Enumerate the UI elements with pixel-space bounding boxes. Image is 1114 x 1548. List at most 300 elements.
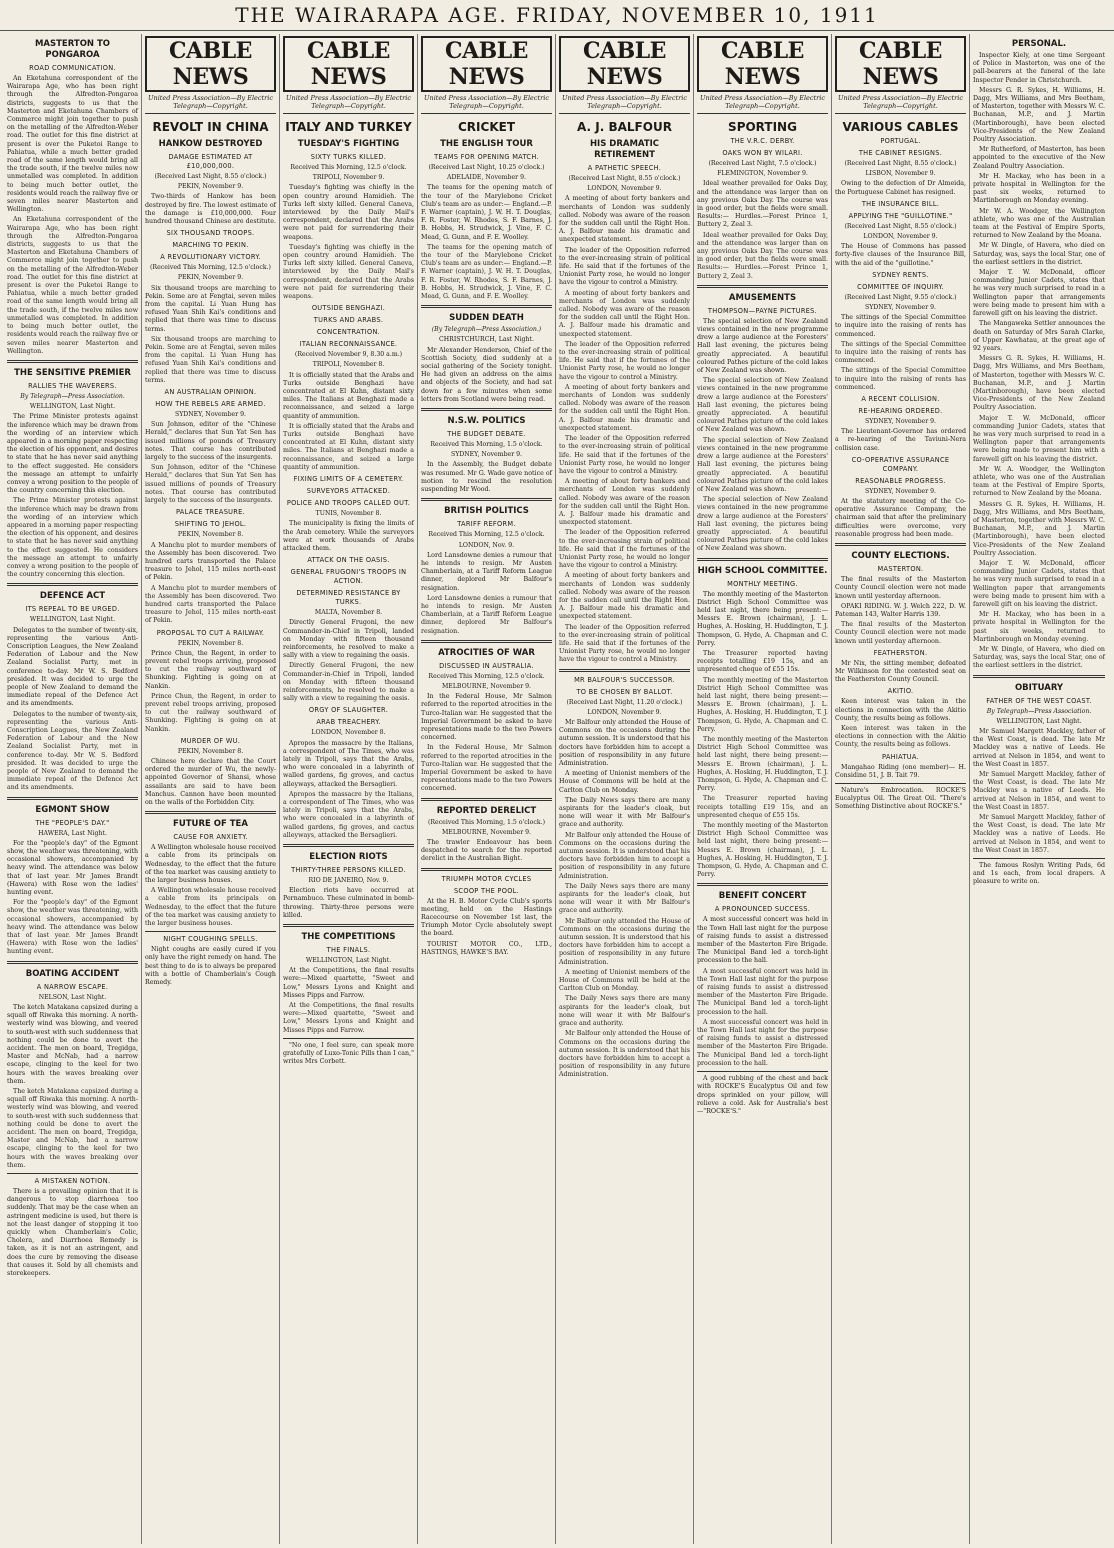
- paragraph: The Daily News says there are many aspirants for the leader's cloak, but none will wear it with Mr Balfour's grace and authority.: [559, 882, 690, 915]
- received-line: Received This Morning, 12.5 o'clock.: [290, 164, 407, 171]
- paragraph: A meeting of about forty bankers and merchants of London was suddenly called. Nobody was aware of the reason for the sudden call until the Right Hon. A. J. Balfour made his dramatic and unexpected statement.: [559, 383, 690, 432]
- headline: N.S.W. POLITICS: [447, 416, 526, 427]
- received-line: (Received Last Night, 11.20 o'clock.): [566, 698, 683, 706]
- received-line: (Received Last Night, 8.55 o'clock.): [844, 222, 957, 230]
- divider: [697, 113, 828, 114]
- subheadline: A NARROW ESCAPE.: [36, 982, 109, 991]
- divider: [7, 961, 138, 964]
- paragraph: Inspector Kiely, at one time Sergeant of Police in Masterton, was one of the pall-bearers at the funeral of the late Inspector Pender in Christchurch.: [973, 52, 1105, 84]
- paragraph: Directly General Frugoni, the new Commander-in-Chief in Tripoli, landed on Monday with fifteen thousand reinforcements, he resolved to make a sally with a view to regaining the oasis.: [283, 619, 414, 660]
- paragraph: A good rubbing of the chest and back with ROCKE'S Eucalyptus Oil and few drops sprinkled on your pillow, will relieve a cold. Ask for Australia's best—"ROCKE'S.": [697, 1075, 828, 1115]
- paragraph: Mr Nix, the sitting member, defeated Mr Wilkinson for the contested seat on the Featherston County Council.: [835, 659, 966, 684]
- dateline: MELBOURNE, November 9.: [441, 828, 532, 836]
- subheadline: HOW THE REBELS ARE ARMED.: [155, 400, 266, 409]
- paragraph: The leader of the Opposition referred to the ever-increasing strain of political life. He said that if the fortunes of the Unionist Party rose, he would no longer have the vigour to control a Ministry.: [559, 246, 690, 287]
- paragraph: A most successful concert was held in the Town Hall last night for the purpose of raising funds to assist a distressed member of the Masterton Fire Brigade. The Municipal Band led a torch-light procession to the hall.: [697, 916, 828, 965]
- subheadline: A REVOLUTIONARY VICTORY.: [160, 253, 261, 262]
- paragraph: A most successful concert was held in the Town Hall last night for the purpose of raising funds to assist a distressed member of the Masterton Fire Brigade. The Municipal Band led a torch-light procession to the hall.: [697, 967, 828, 1016]
- headline: SPORTING: [728, 120, 797, 134]
- byline: By Telegraph—Press Association.: [20, 392, 125, 400]
- subheadline: MURDER OF WU.: [180, 736, 241, 745]
- paragraph: Owing to the defection of Dr Almeida, the Portuguese Cabinet has resigned.: [835, 180, 966, 196]
- headline: REVOLT IN CHINA: [152, 120, 269, 134]
- dateline: SYDNEY, November 9.: [864, 487, 937, 495]
- received-line: Received This Morning, 1.5 o'clock.: [430, 441, 543, 449]
- paragraph: The Daily News says there are many aspirants for the leader's cloak, but none will wear it with Mr Balfour's grace and authority.: [559, 995, 690, 1028]
- paragraph: The monthly meeting of the Masterton District High School Committee was held last night, there being present:—Messrs E. Brown (chairman), J. L. Hughes, A. Hosking, H. Huddington, T. J. Thompson, G. Hyde, A. Chapman and C. Perry.: [697, 735, 828, 793]
- paragraph: A Wellington wholesale house received a cable from its principals on Wednesday, to the effect that the future of the tea market was causing anxiety to the larger business houses.: [145, 887, 276, 928]
- paragraph: Election riots have occurred at Pernambuco. These culminated in bomb-throwing. Thirty-three persons were killed.: [283, 887, 414, 919]
- paragraph: Messrs G. R. Sykes, H. Williams, H. Dagg, Mrs Williams, and Mrs Beetham, of Masterton, together with Messrs W. C. Buchanan, M.P., and J. Martin (Martinborough), have been elected Vice-Presidents of the New Zealand Poultry Association.: [973, 355, 1105, 412]
- cable-news-banner: CABLE NEWS: [697, 36, 828, 92]
- dateline: MALTA, November 8.: [314, 609, 383, 617]
- received-line: (Received Last Night, 9.55 o'clock.): [844, 293, 957, 301]
- subheadline: ITALIAN RECONNAISSANCE.: [299, 340, 398, 349]
- credit-line: United Press Association—By Electric Telegraph—Copyright.: [424, 94, 549, 110]
- subheadline: DAMAGE ESTIMATED AT £10,000,000.: [168, 153, 253, 170]
- paragraph: There is a prevailing opinion that it is dangerous to stop diarrhoea too suddenly. That may be the case when an astringent medicine is used, but there is not the least danger of stopping it too quickly when Chamberlain's Colic, Cholera, and Diarrhoea Remedy is taken, as it is not an astringent, and does the cure by removing the disease that causes it. Sold by all chemists and storekeepers.: [7, 1187, 138, 1277]
- paragraph: Mr Samuel Margett Mackley, father of the West Coast, is dead. The late Mr Mackley was a native of Leeds. He arrived at Nelson in 1854, and went to the West Coast in 1857.: [973, 728, 1105, 768]
- subheadline: COMMITTEE OF INQUIRY.: [857, 282, 944, 291]
- paragraph: The teams for the opening match of the tour of the Marylebone Cricket Club's team are as under:— England.—P. F. Warner (captain), J. W. H. T. Douglas, F. R. Foster, W. Rhodes, S. F. Barnes, J. B. Hobbs, H. Strudwick, J. Vine, F. C. Mead, G. Gunn, and F. E. Woolley.: [421, 184, 552, 241]
- subheadline: SYDNEY RENTS.: [872, 270, 929, 279]
- headline: DEFENCE ACT: [39, 591, 106, 602]
- column-1: [4, 34, 142, 1544]
- divider: [7, 583, 138, 586]
- paragraph: A meeting of Unionist members of the House of Commons will be held at the Carlton Club on Monday.: [559, 770, 690, 794]
- paragraph: For the "people's day" of the Egmont show, the weather was threatening, with occasional showers, accompanied by heavy wind. The attendance was below that of last year. Mr James Brandt (Hawera) with Rose won the ladies' hunting event.: [7, 899, 138, 956]
- dateline: NELSON, Last Night.: [38, 993, 107, 1001]
- subheadline: A PATHETIC SPEECH.: [587, 164, 662, 172]
- subheadline: PORTUGAL.: [880, 137, 921, 145]
- headline: THE SENSITIVE PREMIER: [14, 367, 131, 378]
- paragraph: "No one, I feel sure, can speak more gratefully of Luxo-Tonic Pills than I can," writes Mrs Corbett.: [283, 1041, 414, 1066]
- received-line: Received This Morning, 12.5 o'clock.: [428, 531, 545, 539]
- divider: [421, 305, 552, 308]
- subheadline: THE ENGLISH TOUR: [440, 139, 533, 149]
- paragraph: Lord Lansdowne denies a rumour that he intends to resign. Mr Austen Chamberlain, at a Tariff Reform League dinner, deplored Mr Balfour's resignation.: [421, 594, 552, 635]
- paragraph: OPAKI RIDING. W. J. Welch 222, D. W. Pateman 143, Walter Harris 139.: [835, 602, 966, 618]
- paragraph: The famous Roslyn Writing Pads, 6d and 1s each, from local drapers. A pleasure to write on.: [973, 862, 1105, 886]
- paragraph: The special selection of New Zealand views contained in the new programme drew a large audience at the Foresters' Hall last evening, the pictures being greatly appreciated. A beautiful coloured Pathes picture of the cold lakes of New Zealand was shown.: [697, 317, 828, 375]
- subheadline: A MISTAKEN NOTION.: [34, 1176, 111, 1185]
- subheadline: MR BALFOUR'S SUCCESSOR.: [574, 675, 675, 684]
- headline: HIGH SCHOOL COMMITTEE.: [697, 565, 828, 576]
- received-line: (Received Last Night, 8.55 o'clock.): [844, 160, 957, 167]
- paragraph: The special selection of New Zealand views contained in the new programme drew a large audience at the Foresters' Hall last evening, the pictures being greatly appreciated. A beautiful coloured Pathes picture of the cold lakes of New Zealand was shown.: [697, 436, 828, 493]
- divider: [421, 113, 552, 114]
- headline: PERSONAL.: [1011, 39, 1067, 49]
- credit-line: United Press Association—By Electric Telegraph—Copyright.: [838, 94, 963, 110]
- paragraph: An Eketahuna correspondent of the Wairarapa Age, who has been right through the Alfredton-Pongaroa districts, suggests to us that the Masterton and Eketahuna Chambers of Commerce might join together to push on the metalling of the Alfredton-Weber road. The outlet for this fine district at present is over the Puketoi Range to Pahiatua, while a much better graded road of the same length would bring all the trade south, if the twelve miles now unmetalled was completed. In addition to being much better outlet, the residents would reach the railway five or seven miles nearer Masterton and Wellington.: [7, 75, 139, 214]
- paragraph: Ideal weather prevailed for Oaks Day, and the attendance was larger than on any previous Oaks Day. The course was in good order, but the fields were small. Results:— Hurdles.—Forest Prince 1, Buttery 2, Zeal 3.: [697, 180, 828, 229]
- subheadline: THE FINALS.: [326, 946, 371, 954]
- paragraph: The monthly meeting of the Masterton District High School Committee was held last night, there being present:—Messrs E. Brown (chairman), J. L. Hughes, A. Hosking, H. Huddington, T. J. Thompson, G. Hyde, A. Chapman and C. Perry.: [697, 822, 828, 879]
- headline: THE COMPETITIONS: [301, 932, 396, 942]
- subheadline: ATTACK ON THE OASIS.: [307, 556, 390, 565]
- dateline: LISBON, November 9.: [865, 170, 936, 178]
- paragraph: In the Federal House, Mr Salmon referred to the reported atrocities in the Turco-Italian war. He suggested that the Imperial Government be asked to have representations made to the two Powers concerned.: [421, 744, 552, 793]
- paragraph: Mr W. A. Woodger, the Wellington athlete, who was one of the Australian team at the Festival of Empire Sports, returned to New Zealand by the Moana.: [973, 207, 1105, 240]
- headline: BOATING ACCIDENT: [25, 968, 120, 979]
- divider: [283, 113, 414, 114]
- paragraph: Mr H. Mackay, who has been in a private hospital in Wellington for the past six weeks, returned to Martinborough on Monday evening.: [973, 172, 1105, 205]
- paragraph: The Treasurer reported having receipts totalling £19 15s, and an unpresented cheque of £55 15s.: [697, 795, 828, 819]
- paragraph: Mr W. A. Woodger, the Wellington athlete, who was one of the Australian team at the Festival of Empire Sports, returned to New Zealand by the Moana.: [973, 465, 1105, 498]
- divider: [421, 408, 552, 411]
- paragraph: The Prime Minister protests against the inference which may be drawn from the wording of an interview which appeared in a morning paper respecting the election of his opponent, and desires to state that he has never said anything to the effect suggested. He considers the message an attempt to unfairly convey a wrong position to the people of the country concerning this election.: [7, 413, 138, 495]
- subheadline: ORGY OF SLAUGHTER.: [308, 706, 389, 715]
- divider: [145, 931, 276, 932]
- headline: VARIOUS CABLES: [842, 120, 959, 134]
- divider: [421, 498, 552, 501]
- subheadline: SHIFTING TO JEHOL.: [174, 520, 247, 529]
- received-line: (Received This Morning, 1.5 o'clock.): [427, 818, 546, 826]
- paragraph: The monthly meeting of the Masterton District High School Committee was held last night, there being present:—Messrs E. Brown (chairman), J. L. Hughes, A. Hosking, H. Huddington, T. J. Thompson, G. Hyde, A. Chapman and C. Perry.: [697, 590, 828, 647]
- received-line: (Received Last Night, 10.25 o'clock.): [428, 164, 545, 171]
- dateline: WELLINGTON, Last Night.: [29, 616, 116, 624]
- headline: ITALY AND TURKEY: [285, 120, 412, 134]
- subheadline: TRIUMPH MOTOR CYCLES: [441, 874, 532, 883]
- headline: BENEFIT CONCERT: [718, 891, 807, 902]
- subheadline: MONTHLY MEETING.: [727, 579, 798, 588]
- dateline: TRIPOLI, November 8.: [312, 361, 385, 369]
- received-line: (Received This Morning, 12.5 o'clock.): [150, 264, 271, 272]
- subheadline: MARCHING TO PEKIN.: [172, 241, 249, 250]
- subheadline: MASTERTON.: [877, 565, 924, 574]
- paragraph: TOURIST MOTOR CO., LTD., HASTINGS, HAWKE'S BAY.: [421, 940, 552, 956]
- subheadline: PROPOSAL TO CUT A RAILWAY.: [156, 628, 265, 637]
- divider: [145, 811, 276, 814]
- paragraph: Mr Rutherford, of Masterton, has been appointed to the executive of the New Zealand Poultry Association.: [973, 146, 1105, 170]
- column-3: [280, 34, 418, 1544]
- column-2: [142, 34, 280, 1544]
- subheadline: POLICE AND TROOPS CALLED OUT.: [286, 499, 411, 508]
- credit-line: United Press Association—By Electric Telegraph—Copyright.: [562, 94, 687, 110]
- dateline: PEKIN, November 9.: [177, 183, 244, 191]
- paragraph: The ketch Matakana capsized during a squall off Riwaka this morning. A north-westerly wind was blowing, and veered to south-west with such suddenness that nothing could be done to avert the accident. The men on board, Tregidga, Master and McNab, had a narrow escape, clinging to the keel for two hours with the waves breaking over them.: [7, 1003, 138, 1085]
- paragraph: The Lieutenant-Governor has ordered a re-hearing of the Taviuni-Nera collision case.: [835, 428, 966, 452]
- dateline: PEKIN, November 9.: [177, 274, 244, 282]
- dateline: HAWERA, Last Night.: [38, 829, 107, 837]
- headline: MASTERTON TO PONGAROA: [34, 39, 111, 60]
- divider: [7, 360, 138, 363]
- paragraph: The leader of the Opposition referred to the ever-increasing strain of political life. He said that if the fortunes of the Unionist Party rose, he would no longer have the vigour to control a Ministry.: [559, 529, 690, 570]
- subheadline: AN AUSTRALIAN OPINION.: [164, 388, 257, 397]
- byline: (By Telegraph—Press Association.): [431, 326, 542, 334]
- paragraph: Tuesday's fighting was chiefly in the open country around Hamidieh. The Turks left sixty killed. General Caneva, interviewed by the Daily Mail's correspondent, declared that the Arabs were not paid for surrendering their weapons.: [283, 243, 414, 301]
- subheadline: DISCUSSED IN AUSTRALIA.: [439, 661, 534, 670]
- paragraph: Nature's Embrocation. ROCKE'S Eucalyptus Oil. The Great Oil. "There's Something Distinctive about ROCKE'S.": [835, 786, 966, 811]
- subheadline: SURVEYORS ATTACKED.: [306, 487, 391, 496]
- divider: [421, 868, 552, 871]
- subheadline: DETERMINED RESISTANCE BY TURKS.: [296, 589, 401, 607]
- subheadline: FATHER OF THE WEST COAST.: [986, 696, 1092, 705]
- paragraph: A meeting of about forty bankers and merchants of London was suddenly called. Nobody was aware of the reason for the sudden call until the Right Hon. A. J. Balfour made his dramatic and unexpected statement.: [559, 289, 690, 338]
- byline: By Telegraph—Press Association.: [986, 707, 1092, 715]
- subheadline: CO-OPERATIVE ASSURANCE COMPANY.: [851, 455, 950, 473]
- credit-line: United Press Association—By Electric Telegraph—Copyright.: [286, 94, 411, 110]
- dateline: ADELAIDE, November 9.: [447, 174, 526, 182]
- paragraph: The trawler Endeavour has been despatched to search for the reported derelict in the Australian Bight.: [421, 838, 552, 863]
- paragraph: Prince Chun, the Regent, in order to prevent rebel troops arriving, proposed to cut the railway southward of Shunking. Fighting is going on at Nankin.: [145, 692, 276, 733]
- paragraph: The teams for the opening match of the tour of the Marylebone Cricket Club's team are as under:— England.—P. F. Warner (captain), J. W. H. T. Douglas, F. R. Foster, W. Rhodes, S. F. Barnes, J. B. Hobbs, H. Strudwick, J. Vine, F. C. Mead, G. Gunn, and F. E. Woolley.: [421, 243, 552, 301]
- subheadline: TURKS AND ARABS.: [313, 316, 384, 325]
- paragraph: The sittings of the Special Committee to inquire into the raising of rents has commenced.: [835, 340, 966, 365]
- subheadline: SCOOP THE POOL.: [453, 886, 520, 895]
- divider: [559, 669, 690, 672]
- headline: A. J. BALFOUR: [577, 120, 672, 134]
- paragraph: Two-thirds of Hankow has been destroyed by fire. The lowest estimate of the damage is £10,000,000. Four hundred thousand Chinese are destitute.: [145, 193, 276, 226]
- paragraph: At the statutory meeting of the Co-operative Assurance Company, the chairman said that after the preliminary difficulties were overcome, very reasonable progress had been made.: [835, 498, 966, 538]
- paragraph: The sittings of the Special Committee to inquire into the raising of rents has commenced.: [835, 367, 966, 391]
- paragraph: The Prime Minister protests against the inference which may be drawn from the wording of an interview which appeared in a morning paper respecting the election of his opponent, and desires to state that he has never said anything to the effect suggested. He considers the message an attempt to unfairly convey a wrong position to the people of the country concerning this election.: [7, 497, 138, 579]
- dateline: LONDON, November 9.: [587, 185, 662, 193]
- received-line: Received This Morning, 12.5 o'clock.: [428, 672, 545, 680]
- received-line: (Received Last Night, 8.55 o'clock.): [568, 175, 681, 182]
- dateline: LONDON, November 8.: [311, 729, 386, 737]
- subheadline: TEAMS FOR OPENING MATCH.: [434, 153, 539, 161]
- headline: CRICKET: [458, 120, 515, 134]
- dateline: FLEMINGTON, November 9.: [717, 170, 808, 178]
- divider: [421, 640, 552, 643]
- paragraph: The final results of the Masterton County Council election were not made known until yesterday afternoon.: [835, 576, 966, 600]
- paragraph: The leader of the Opposition referred to the ever-increasing strain of political life. He said that if the fortunes of the Unionist Party rose, he would no longer have the vigour to control a Ministry.: [559, 435, 690, 475]
- paragraph: Delegates to the number of twenty-six, representing the various Anti-Conscription Leagues, the New Zealand Federation of Labour and the New Zealand Socialist Party, met in conference to-day. Mr W. S. Bedford presided. It was decided to urge the people of New Zealand to demand the immediate repeal of the Defence Act and its amendments.: [7, 626, 138, 708]
- dateline: WELLINGTON, Last Night.: [996, 717, 1082, 725]
- subheadline: THE "PEOPLE'S DAY.": [35, 818, 110, 827]
- subheadline: APPLYING THE "GUILLOTINE.": [848, 211, 953, 220]
- paragraph: Directly General Frugoni, the new Commander-in-Chief in Tripoli, landed on Monday with fifteen thousand reinforcements, he resolved to make a sally with a view to regaining the oasis.: [283, 662, 414, 703]
- divider: [835, 113, 966, 114]
- dateline: MELBOURNE, November 9.: [441, 682, 532, 690]
- paragraph: The municipality is fixing the limits of the Arab cemetery. While the surveyors were at work thousands of Arabs attacked them.: [283, 520, 414, 552]
- subheadline: FIXING LIMITS OF A CEMETERY.: [293, 475, 404, 484]
- paragraph: A meeting of Unionist members of the House of Commons will be held at the Carlton Club on Monday.: [559, 968, 690, 993]
- paragraph: A Manchu plot to murder members of the Assembly has been discovered. Two hundred carts transported the Palace treasure to Jehol, 115 miles north-east of Pekin.: [145, 584, 276, 625]
- subheadline: CAUSE FOR ANXIETY.: [173, 833, 248, 842]
- subheadline: NIGHT COUGHING SPELLS.: [163, 935, 258, 944]
- subheadline: ARAB TREACHERY.: [316, 718, 381, 727]
- subheadline: THOMPSON—PAYNE PICTURES.: [707, 306, 818, 315]
- subheadline: SIX THOUSAND TROOPS.: [166, 229, 255, 238]
- paragraph: The Treasurer reported having receipts totalling £19 15s, and an unpresented cheque of £55 15s.: [697, 649, 828, 674]
- divider: [283, 844, 414, 847]
- paragraph: Tuesday's fighting was chiefly in the open country around Hamidieh. The Turks left sixty killed. General Caneva, interviewed by the Daily Mail's correspondent, declared that the Arabs were not paid for surrendering their weapons.: [283, 184, 414, 241]
- paragraph: Chinese here declare that the Court ordered the murder of Wu, the newly-appointed Governor of Shansi, whose assailants are said to have been Manchus. Cannon have been mounted on the walls of the Forbidden City.: [145, 757, 276, 806]
- headline: REPORTED DERELICT: [436, 805, 537, 816]
- divider: [973, 675, 1105, 678]
- paragraph: At the H. B. Motor Cycle Club's sports meeting, held on the Hastings Racecourse on November 1st last, the Triumph Motor Cycle absolutely swept the board.: [421, 897, 552, 938]
- dateline: PEKIN, November 8.: [177, 747, 244, 755]
- dateline: SYDNEY, November 9.: [174, 411, 247, 419]
- dateline: SYDNEY, November 9.: [450, 451, 523, 459]
- masthead: THE WAIRARAPA AGE. FRIDAY, NOVEMBER 10, 1911: [0, 0, 1114, 31]
- dateline: TRIPOLI, November 9.: [312, 174, 385, 182]
- paragraph: The final results of the Masterton County Council election were not made known until yesterday afternoon.: [835, 621, 966, 645]
- dateline: PEKIN, November 8.: [177, 639, 244, 647]
- paragraph: In the Assembly, the Budget debate was resumed. Mr G. Wade gave notice of motion to rescind the resolution suspending Mr Wood.: [421, 461, 552, 494]
- paragraph: At the Competitions, the final results were:—Mixed quartette, "Sweet and Low," Messrs Lyons and Knight and Misses Pipps and Farrow.: [283, 1002, 414, 1034]
- dateline: PEKIN, November 8.: [177, 531, 244, 539]
- paragraph: Mr Balfour only attended the House of Commons on the occasions during the autumn session. It is understood that his doctors have forbidden him to accept a position of responsibility in any future Administration.: [559, 831, 690, 880]
- paragraph: The ketch Matakana capsized during a squall off Riwaka this morning. A north-westerly wind was blowing, and veered to south-west with such suddenness that nothing could be done to avert the accident. The men on board, Tregidga, Master and McNab, had a narrow escape, clinging to the keel for two hours with the waves breaking over them.: [7, 1087, 138, 1169]
- headline: BRITISH POLITICS: [444, 506, 529, 517]
- dateline: RIO DE JANEIRO, Nov. 9.: [308, 876, 389, 884]
- dateline: CHRISTCHURCH, Last Night.: [439, 336, 534, 344]
- divider: [7, 797, 138, 800]
- paragraph: Lord Lansdowne denies a rumour that he intends to resign. Mr Austen Chamberlain, at a Tariff Reform League dinner, deplored Mr Balfour's resignation.: [421, 551, 552, 592]
- paragraph: Mr Balfour only attended the House of Commons on the occasions during the autumn session. It is understood that his doctors have forbidden him to accept a position of responsibility in any future Administration.: [559, 917, 690, 966]
- subheadline: THE CABINET RESIGNS.: [858, 149, 943, 157]
- headline: FUTURE OF TEA: [173, 819, 248, 830]
- divider: [559, 113, 690, 114]
- paragraph: The monthly meeting of the Masterton District High School Committee was held last night, there being present:—Messrs E. Brown (chairman), J. L. Hughes, A. Hosking, H. Huddington, T. J. Thompson, G. Hyde, A. Chapman and C. Perry.: [697, 676, 828, 733]
- divider: [697, 883, 828, 886]
- paragraph: Major T. W. McDonald, officer commanding Junior Cadets, states that he was very much surprised to read in a Wellington paper that arrangements were being made to present him with a farewell gift on his leaving the district.: [973, 269, 1105, 318]
- paragraph: An Eketahuna correspondent of the Wairarapa Age, who has been right through the Alfredton-Pongaroa districts, suggests to us that the Masterton and Eketahuna Chambers of Commerce might join together to push on the metalling of the Alfredton-Weber road. The outlet for this fine district at present is over the Puketoi Range to Pahiatua, while a much better graded road of the same length would bring all the trade south, if the twelve miles now unmetalled was completed. In addition to being much better outlet, the residents would reach the railway five or seven miles nearer Masterton and Wellington.: [7, 216, 139, 355]
- paragraph: A meeting of about forty bankers and merchants of London was suddenly called. Nobody was aware of the reason for the sudden call until the Right Hon. A. J. Balfour made his dramatic and unexpected statement.: [559, 478, 690, 527]
- paragraph: A meeting of about forty bankers and merchants of London was suddenly called. Nobody was aware of the reason for the sudden call until the Right Hon. A. J. Balfour made his dramatic and unexpected statement.: [559, 572, 690, 621]
- paragraph: A most successful concert was held in the Town Hall last night for the purpose of raising funds to assist a distressed member of the Masterton Fire Brigade. The Municipal Band led a torch-light procession to the hall.: [697, 1018, 828, 1067]
- subheadline: TARIFF REFORM.: [457, 520, 516, 529]
- paragraph: Sun Johnson, editor of the "Chinese Herald," declares that Sun Yat Sen has issued millions of pounds of Treasury notes. That course has contributed largely to the success of the insurgents.: [145, 464, 276, 505]
- columns: [4, 34, 1110, 1544]
- subheadline: A PRONOUNCED SUCCESS.: [714, 905, 811, 914]
- paragraph: In the Federal House, Mr Salmon referred to the reported atrocities in the Turco-Italian war. He suggested that the Imperial Government be asked to have representations made to the two Powers concerned.: [421, 693, 552, 742]
- paragraph: The sittings of the Special Committee to inquire into the raising of rents has commenced.: [835, 314, 966, 338]
- paragraph: Prince Chun, the Regent, in order to prevent rebel troops arriving, proposed to cut the railway southward of Shunking. Fighting is going on at Nankin.: [145, 649, 276, 690]
- subheadline: AKITIO.: [887, 687, 914, 696]
- paragraph: A Wellington wholesale house received a cable from its principals on Wednesday, to the effect that the future of the tea market was causing anxiety to the larger business houses.: [145, 844, 276, 884]
- divider: [283, 924, 414, 927]
- paragraph: Mr Alexander Henderson, Chief of the Scottish Society, died suddenly at a social gathering of the Society tonight. He had given an address on the aims and objects of the Society, and had sat down for a few minutes when some letters from Scotland were being read.: [421, 346, 552, 403]
- subheadline: HANKOW DESTROYED: [158, 139, 263, 149]
- paragraph: A meeting of about forty bankers and merchants of London was suddenly called. Nobody was aware of the reason for the sudden call until the Right Hon. A. J. Balfour made his dramatic and unexpected statement.: [559, 195, 690, 244]
- divider: [697, 1071, 828, 1072]
- divider: [835, 783, 966, 784]
- subheadline: GENERAL FRUGONI'S TROOPS IN ACTION.: [290, 568, 407, 586]
- column-7: [832, 34, 970, 1544]
- paragraph: It is officially stated that the Arabs and Turks outside Benghazi have concentrated at El Kuhn, distant sixty miles. The Italians at Benghazi made a reconnaissance, and seized a large quantity of ammunition.: [283, 422, 414, 471]
- cable-news-banner: CABLE NEWS: [421, 36, 552, 92]
- paragraph: Mr Balfour only attended the House of Commons on the occasions during the autumn session. It is understood that his doctors have forbidden him to accept a position of responsibility in any future Administration.: [559, 718, 690, 767]
- paragraph: Mr Balfour only attended the House of Commons on the occasions during the autumn session. It is understood that his doctors have forbidden him to accept a position of responsibility in any future Administration.: [559, 1030, 690, 1079]
- credit-line: United Press Association—By Electric Telegraph—Copyright.: [700, 94, 825, 110]
- headline: COUNTY ELECTIONS.: [851, 551, 950, 562]
- subheadline: CONCENTRATION.: [316, 328, 381, 337]
- subheadline: THIRTY-THREE PERSONS KILLED.: [291, 865, 406, 874]
- divider: [697, 558, 828, 561]
- subheadline: THE BUDGET DEBATE.: [447, 430, 526, 439]
- subheadline: TO BE CHOSEN BY BALLOT.: [576, 687, 673, 696]
- column-8: [970, 34, 1108, 1544]
- subheadline: OUTSIDE BENGHAZI.: [311, 304, 386, 313]
- headline: EGMONT SHOW: [35, 804, 110, 815]
- paragraph: Messrs G. R. Sykes, H. Williams, H. Dagg, Mrs Williams, and Mrs Beetham, of Masterton, together with Messrs W. C. Buchanan, M.P., and J. Martin (Martinborough), have been elected Vice-Presidents of the New Zealand Poultry Association.: [973, 86, 1105, 144]
- headline: ELECTION RIOTS: [309, 851, 388, 862]
- paragraph: Mr Samuel Margett Mackley, father of the West Coast, is dead. The late Mr Mackley was a native of Leeds. He arrived at Nelson in 1854, and went to the West Coast in 1857.: [973, 771, 1105, 811]
- paragraph: Major T. W. McDonald, officer commanding Junior Cadets, states that he was very much surprised to read in a Wellington paper that arrangements were being made to present him with a farewell gift on his leaving the district.: [973, 414, 1105, 463]
- paragraph: Mr W. Dingle, of Havera, who died on Saturday, was, says the local Star, one of the earliest settlers in the district.: [973, 646, 1105, 670]
- divider: [697, 285, 828, 288]
- paragraph: Apropos the massacre by the Italians, a correspondent of The Times, who was lately in Tripoli, says that the Arabs, who were concealed in a labyrinth of walled gardens, fig groves, and cactus alleyways, attacked the Bersaglieri.: [283, 739, 414, 788]
- dateline: WELLINGTON, Last Night.: [305, 957, 392, 964]
- paragraph: The Daily News says there are many aspirants for the leader's cloak, but none will wear it with Mr Balfour's grace and authority.: [559, 796, 690, 829]
- paragraph: The leader of the Opposition referred to the ever-increasing strain of political life. He said that if the fortunes of the Unionist Party rose, he would no longer have the vigour to control a Ministry.: [559, 340, 690, 381]
- paragraph: The special selection of New Zealand views contained in the new programme drew a large audience at the Foresters' Hall last evening, the pictures being greatly appreciated. A beautiful coloured Pathes picture of the cold lakes of New Zealand was shown.: [697, 377, 828, 434]
- paragraph: Mr W. Dingle, of Havera, who died on Saturday, was, says the local Star, one of the earliest settlers in the district.: [973, 242, 1105, 266]
- dateline: SYDNEY, November 9.: [864, 418, 937, 426]
- dateline: LONDON, November 9.: [587, 708, 662, 716]
- subheadline: FEATHERSTON.: [873, 648, 928, 657]
- dateline: TUNIS, November 8.: [315, 510, 382, 518]
- paragraph: The Mangaweka Settler announces the death on Saturday of Mrs Sarah Clarke, of Upper Kawhatau, at the great age of 92 years.: [973, 320, 1105, 352]
- paragraph: Mangahao Riding (one member)— H. Considine 51, J. B. Tait 79.: [835, 763, 966, 779]
- dateline: LONDON, November 9.: [863, 233, 938, 241]
- cable-news-banner: CABLE NEWS: [283, 36, 414, 92]
- credit-line: United Press Association—By Electric Telegraph—Copyright.: [148, 94, 273, 110]
- cable-news-banner: CABLE NEWS: [145, 36, 276, 92]
- subheadline: A RECENT COLLISION.: [861, 395, 940, 404]
- divider: [973, 858, 1105, 859]
- cable-news-banner: CABLE NEWS: [835, 36, 966, 92]
- paragraph: The House of Commons has passed forty-five clauses of the Insurance Bill, with the aid of the "guillotine.": [835, 243, 966, 267]
- subheadline: RE-HEARING ORDERED.: [858, 407, 943, 416]
- headline: SUDDEN DEATH: [449, 313, 524, 324]
- paragraph: At the Competitions, the final results were:—Mixed quartette, "Sweet and Low," Messrs Lyons and Knight and Misses Pipps and Farrow.: [283, 967, 414, 999]
- paragraph: Keen interest was taken in the elections in connection with the Akitio County, the results being as follows.: [835, 698, 966, 722]
- paragraph: Six thousand troops are marching to Pekin. Some are at Fengtai, seven miles from the capital. Li Yuan Hung has refused Yuan Shih Kai's conditions and replied that there was time to discuss terms.: [145, 335, 276, 384]
- paragraph: A Manchu plot to murder members of the Assembly has been discovered. Two hundred carts transported the Palace treasure to Jehol, 115 miles north-east of Pekin.: [145, 541, 276, 582]
- subheadline: HIS DRAMATIC RETIREMENT: [589, 139, 660, 160]
- column-4: [418, 34, 556, 1544]
- paragraph: For the "people's day" of the Egmont show, the weather was threatening, with occasional showers, accompanied by heavy wind. The attendance was below that of last year. Mr James Brandt (Hawera) with Rose won the ladies' hunting event.: [7, 839, 138, 897]
- paragraph: Delegates to the number of twenty-six, representing the various Anti-Conscription Leagues, the New Zealand Federation of Labour and the New Zealand Socialist Party, met in conference to-day. Mr W. S. Bedford presided. It was decided to urge the people of New Zealand to demand the immediate repeal of the Defence Act and its amendments.: [7, 710, 138, 792]
- dateline: SYDNEY, November 9.: [864, 304, 937, 312]
- received-line: (Received Last Night, 7.5 o'clock.): [708, 160, 817, 167]
- paragraph: Mr H. Mackay, who has been in a private hospital in Wellington for the past six weeks, returned to Martinborough on Monday evening.: [973, 611, 1105, 643]
- subheadline: THE V.R.C. DERBY.: [730, 137, 795, 145]
- subheadline: PALACE TREASURE.: [175, 508, 246, 517]
- paragraph: Keen interest was taken in the elections in connection with the Akitio County, the results being as follows.: [835, 724, 966, 749]
- received-line: (Received Last Night, 8.55 o'clock.): [154, 173, 267, 180]
- subheadline: ITS REPEAL TO BE URGED.: [25, 605, 120, 614]
- dateline: WELLINGTON, Last Night.: [29, 403, 116, 411]
- subheadline: REASONABLE PROGRESS.: [855, 476, 946, 485]
- divider: [145, 113, 276, 114]
- headline: OBITUARY: [1014, 682, 1064, 693]
- paragraph: The special selection of New Zealand views contained in the new programme drew a large audience at the Foresters' Hall last evening, the pictures being greatly appreciated. A beautiful coloured Pathes picture of the cold lakes of New Zealand was shown.: [697, 496, 828, 553]
- subheadline: SIXTY TURKS KILLED.: [310, 153, 387, 161]
- column-6: [694, 34, 832, 1544]
- paragraph: Mr Samuel Margett Mackley, father of the West Coast, is dead. The late Mr Mackley was a native of Leeds. He arrived at Nelson in 1854, and went to the West Coast in 1857.: [973, 814, 1105, 854]
- paragraph: Six thousand troops are marching to Pekin. Some are at Fengtai, seven miles from the capital. Li Yuan Hung has refused Yuan Shih Kai's conditions and replied that there was time to discuss terms.: [145, 284, 276, 333]
- subheadline: THE INSURANCE BILL.: [861, 199, 940, 208]
- subheadline: ROAD COMMUNICATION.: [29, 64, 116, 72]
- divider: [835, 543, 966, 546]
- divider: [283, 1038, 414, 1039]
- subheadline: PAHIATUA.: [881, 752, 919, 761]
- paragraph: Messrs G. R. Sykes, H. Williams, H. Dagg, Mrs Williams, and Mrs Beetham, of Masterton, together with Messrs W. C. Buchanan, M.P., and J. Martin (Martinborough), have been elected Vice-Presidents of the New Zealand Poultry Association.: [973, 500, 1105, 557]
- headline: AMUSEMENTS: [728, 292, 797, 303]
- received-line: (Received November 9, 8.30 a.m.): [294, 351, 403, 359]
- paragraph: Ideal weather prevailed for Oaks Day, and the attendance was larger than on any previous Oaks Day. The course was in good order, but the fields were small. Results:— Hurdles.—Forest Prince 1, Buttery 2, Zeal 3.: [697, 231, 828, 280]
- paragraph: Sun Johnson, editor of the "Chinese Herald," declares that Sun Yat Sen has issued millions of pounds of Treasury notes. That course has contributed largely to the success of the insurgents.: [145, 421, 276, 462]
- dateline: LONDON, Nov. 9.: [458, 541, 515, 549]
- divider: [7, 1173, 138, 1174]
- subheadline: RALLIES THE WAVERERS.: [28, 381, 117, 390]
